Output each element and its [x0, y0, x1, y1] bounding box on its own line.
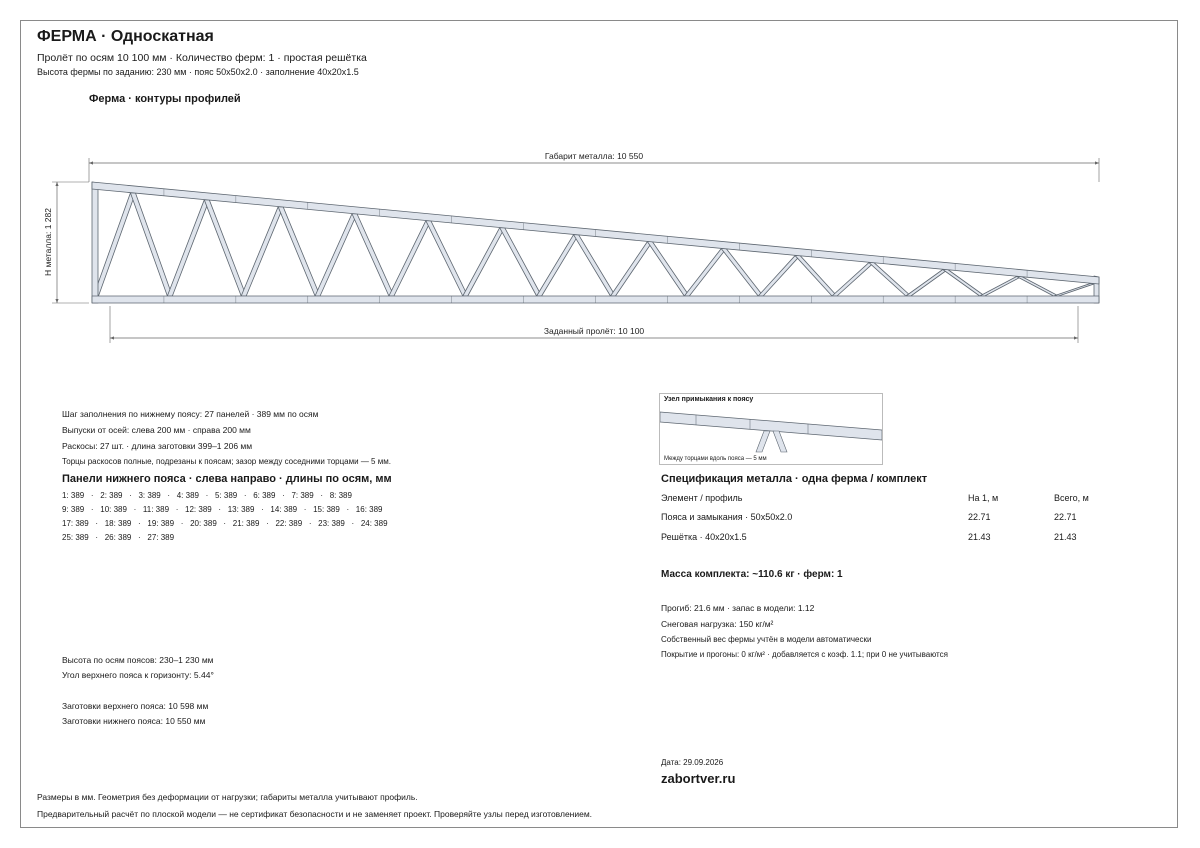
top-chord-blank: Заготовки верхнего пояса: 10 598 мм: [62, 701, 209, 711]
web-diagonal: [130, 193, 172, 296]
web-diagonal: [832, 263, 874, 296]
web-diagonal: [795, 256, 837, 296]
spec-header-element: Элемент / профиль: [661, 493, 743, 503]
web-diagonal: [278, 207, 320, 296]
panels-row-3: 17: 389 · 18: 389 · 19: 389 · 20: 389 · 21: 389 · 22: 389 · 23: 389 · 24: 389: [62, 519, 388, 528]
web-diagonal: [352, 214, 394, 296]
span-summary: Пролёт по осям 10 100 мм · Количество ферм: 1 · простая решётка: [37, 52, 367, 64]
web-diagonal: [204, 200, 246, 296]
web-diagonal: [167, 200, 209, 296]
web-diagonal: [463, 228, 505, 296]
web-diagonal: [389, 221, 431, 296]
web-diagonal: [684, 249, 726, 296]
web-diagonal: [537, 235, 579, 296]
web-diagonal: [906, 269, 948, 296]
brand-logo: zabortver.ru: [661, 771, 736, 786]
spec-row-chords-name: Пояса и замыкания · 50х50х2.0: [661, 512, 793, 522]
web-diagonal: [241, 207, 283, 296]
web-diagonal: [721, 249, 763, 296]
top-chord-angle: Угол верхнего пояса к горизонту: 5.44°: [62, 670, 214, 680]
truss-members: [92, 182, 1099, 303]
bottom-chord-blank: Заготовки нижнего пояса: 10 550 мм: [62, 716, 206, 726]
chord-heights: Высота по осям поясов: 230–1 230 мм: [62, 655, 214, 665]
web-diagonal: [500, 228, 542, 296]
web-diagonal: [315, 214, 357, 296]
height-label: H металла: 1 282: [43, 208, 53, 276]
left-end-post: [92, 182, 98, 303]
web-diagonal: [869, 263, 911, 296]
web-diagonal: [94, 193, 136, 296]
panels-row-1: 1: 389 · 2: 389 · 3: 389 · 4: 389 · 5: 389 · 6: 389 · 7: 389 · 8: 389: [62, 491, 352, 500]
snow-load: Снеговая нагрузка: 150 кг/м²: [661, 619, 774, 629]
spec-header-per-one: На 1, м: [968, 493, 999, 503]
footer-note-1: Размеры в мм. Геометрия без деформации от нагрузки; габариты металла учитывают профиль.: [37, 792, 418, 802]
node-detail-note: Между торцами вдоль пояса — 5 мм: [664, 456, 767, 462]
panels-title: Панели нижнего пояса · слева направо · длины по осям, мм: [62, 473, 392, 485]
info-ends: Торцы раскосов полные, подрезаны к поясам; зазор между соседними торцами — 5 мм.: [62, 457, 391, 466]
web-diagonal: [426, 221, 468, 296]
info-overhangs: Выпуски от осей: слева 200 мм · справа 200 мм: [62, 425, 251, 435]
spec-row-web-total: 21.43: [1054, 532, 1077, 542]
web-diagonal: [980, 276, 1022, 296]
kit-mass: Масса комплекта: ~110.6 кг · ферм: 1: [661, 569, 843, 580]
web-diagonal: [647, 242, 689, 296]
drawing-title: Ферма · контуры профилей: [89, 93, 241, 105]
page-title: ФЕРМА · Односкатная: [37, 28, 214, 45]
info-diagonals: Раскосы: 27 шт. · длина заготовки 399–1 206 мм: [62, 441, 253, 451]
spec-row-web-name: Решётка · 40х20х1.5: [661, 532, 747, 542]
panels-row-4: 25: 389 · 26: 389 · 27: 389: [62, 533, 175, 542]
deflection: Прогиб: 21.6 мм · запас в модели: 1.12: [661, 603, 815, 613]
spec-row-chords-one: 22.71: [968, 512, 991, 522]
info-step: Шаг заполнения по нижнему поясу: 27 панелей · 389 мм по осям: [62, 409, 319, 419]
spec-row-chords-total: 22.71: [1054, 512, 1077, 522]
profile-summary: Высота фермы по заданию: 230 мм · пояс 50х50х2.0 · заполнение 40х20х1.5: [37, 67, 359, 77]
node-detail-caption: Узел примыкания к поясу: [664, 396, 754, 403]
node-detail-drawing: [660, 394, 882, 464]
footer-note-2: Предварительный расчёт по плоской модели — не сертификат безопасности и не заменяет проект. Проверяйте узлы перед изготовлением.: [37, 809, 593, 819]
spec-title: Спецификация металла · одна ферма / комплект: [661, 473, 928, 485]
spec-header-total: Всего, м: [1054, 493, 1089, 503]
web-diagonal: [610, 242, 652, 296]
span-label: Заданный пролёт: 10 100: [543, 326, 645, 336]
roofing-note: Покрытие и прогоны: 0 кг/м² · добавляется с коэф. 1.1; при 0 не учитываются: [661, 650, 948, 659]
web-diagonal: [943, 269, 985, 296]
node-detail: [659, 393, 883, 465]
web-diagonal: [1054, 283, 1096, 296]
self-weight-note: Собственный вес фермы учтён в модели автоматически: [661, 635, 872, 644]
web-diagonal: [574, 235, 616, 296]
spec-row-web-one: 21.43: [968, 532, 991, 542]
overall-width-label: Габарит металла: 10 550: [544, 151, 644, 161]
truss-drawing: [0, 0, 1200, 360]
date: Дата: 29.09.2026: [661, 758, 724, 767]
panels-row-2: 9: 389 · 10: 389 · 11: 389 · 12: 389 · 13: 389 · 14: 389 · 15: 389 · 16: 389: [62, 505, 383, 514]
web-diagonal: [758, 256, 800, 296]
